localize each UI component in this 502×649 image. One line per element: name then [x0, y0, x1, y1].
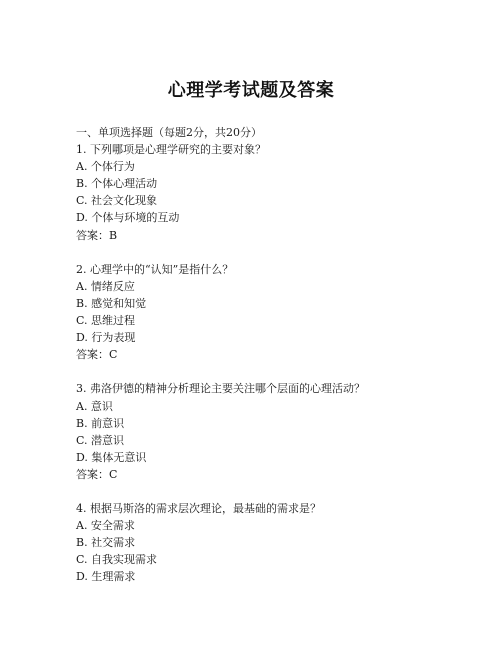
question-stem: 2. 心理学中的“认知”是指什么？ — [76, 262, 234, 276]
answer-line: 答案：B — [76, 228, 118, 242]
page-title: 心理学考试题及答案 — [167, 80, 335, 101]
option-d: D. 生理需求 — [76, 570, 136, 584]
question-stem: 3. 弗洛伊德的精神分析理论主要关注哪个层面的心理活动？ — [76, 382, 365, 396]
option-c: C. 潜意识 — [76, 433, 125, 447]
option-b: B. 感觉和知觉 — [76, 296, 147, 310]
answer-line: 答案：C — [76, 348, 118, 362]
option-a: A. 情绪反应 — [76, 279, 135, 293]
exam-content — [76, 124, 476, 586]
spacer — [76, 363, 476, 380]
question-block — [76, 261, 476, 364]
option-d: D. 行为表现 — [76, 331, 136, 345]
question-block — [76, 500, 476, 585]
option-a: A. 个体行为 — [76, 160, 135, 174]
option-c: C. 思维过程 — [76, 314, 136, 328]
option-b: B. 社交需求 — [76, 536, 136, 550]
option-a: A. 意识 — [76, 399, 113, 413]
option-b: B. 前意识 — [76, 416, 125, 430]
option-a: A. 安全需求 — [76, 519, 135, 533]
answer-line: 答案：C — [76, 467, 118, 481]
option-c: C. 自我实现需求 — [76, 553, 158, 567]
question-block — [76, 141, 476, 244]
question-block — [76, 380, 476, 483]
question-stem: 1. 下列哪项是心理学研究的主要对象？ — [76, 143, 266, 157]
spacer — [76, 244, 476, 261]
section-heading: 一、单项选择题（每题2分，共20分） — [76, 126, 262, 139]
option-c: C. 社会文化现象 — [76, 194, 158, 208]
option-d: D. 集体无意识 — [76, 450, 147, 464]
question-stem: 4. 根据马斯洛的需求层次理论，最基础的需求是？ — [76, 502, 321, 516]
spacer — [76, 483, 476, 500]
option-b: B. 个体心理活动 — [76, 177, 158, 191]
option-d: D. 个体与环境的互动 — [76, 211, 180, 225]
